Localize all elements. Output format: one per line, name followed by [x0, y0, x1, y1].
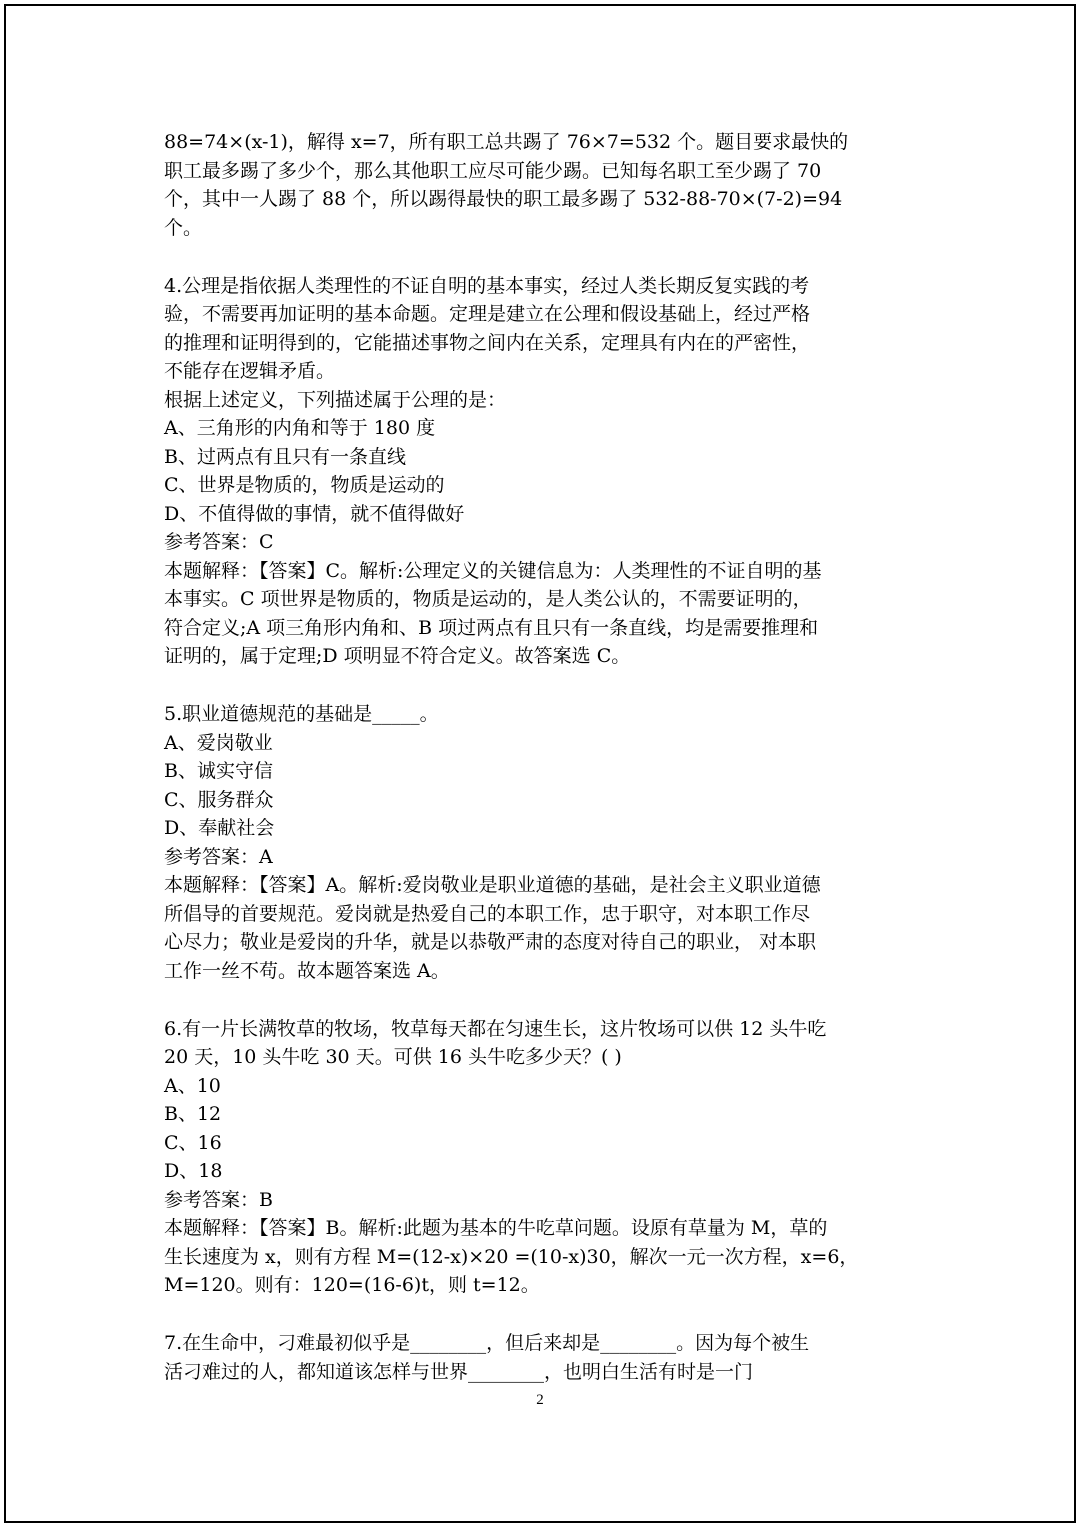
text-line: 参考答案：A	[164, 845, 273, 868]
text-line: 个，其中一人踢了 88 个，所以踢得最快的职工最多踢了 532-88-70×(7-2)=94	[164, 188, 843, 210]
text-line: 生长速度为 x，则有方程 M=(12-x)×20 =(10-x)30，解次一元一次方程，x=6，	[164, 1245, 859, 1268]
text-line: B、过两点有且只有一条直线	[164, 445, 406, 468]
text-line: 20 天，10 头牛吃 30 天。可供 16 头牛吃多少天？( )	[164, 1046, 622, 1068]
question-block-q3-tail	[164, 128, 920, 242]
text-line: 根据上述定义，下列描述属于公理的是：	[164, 388, 507, 411]
document-body	[164, 128, 920, 1386]
text-line: 本题解释：【答案】B。解析:此题为基本的牛吃草问题。设原有草量为 M，草的	[164, 1217, 828, 1239]
text-line: 工作一丝不苟。故本题答案选 A。	[164, 959, 450, 982]
text-line: 活刁难过的人，都知道该怎样与世界________，也明白生活有时是一门	[164, 1360, 754, 1383]
page-number: 2	[536, 1392, 544, 1408]
paragraph-gap	[164, 985, 920, 1015]
text-line: 的推理和证明得到的，它能描述事物之间内在关系，定理具有内在的严密性，	[164, 331, 811, 354]
question-block-q4	[164, 272, 920, 671]
text-line: 本题解释：【答案】A。解析:爱岗敬业是职业道德的基础，是社会主义职业道德	[164, 874, 821, 896]
text-line: A、10	[164, 1074, 221, 1097]
text-line: D、不值得做的事情，就不值得做好	[164, 502, 465, 525]
text-line: 参考答案：B	[164, 1188, 273, 1211]
text-line: B、诚实守信	[164, 760, 273, 782]
text-line: A、三角形的内角和等于 180 度	[164, 417, 436, 439]
text-line: M=120。则有：120=(16-6)t，则 t=12。	[164, 1274, 540, 1296]
text-line: 符合定义;A 项三角形内角和、B 项过两点有且只有一条直线，均是需要推理和	[164, 616, 819, 639]
text-line: C、服务群众	[164, 788, 274, 811]
paragraph-gap	[164, 1300, 920, 1330]
text-line: 88=74×(x-1)，解得 x=7，所有职工总共踢了 76×7=532 个。题目要求最快的	[164, 131, 849, 153]
question-block-q6	[164, 1015, 920, 1300]
paragraph-gap	[164, 671, 920, 701]
text-line: 5.职业道德规范的基础是_____。	[164, 703, 439, 725]
text-line: 7.在生命中，刁难最初似乎是________，但后来却是________。因为每个被生	[164, 1332, 810, 1354]
question-block-q7	[164, 1329, 920, 1386]
text-line: D、奉献社会	[164, 817, 275, 839]
text-line: 验，不需要再加证明的基本命题。定理是建立在公理和假设基础上，经过严格	[164, 303, 811, 325]
text-line: D、18	[164, 1160, 223, 1182]
text-line: 证明的，属于定理;D 项明显不符合定义。故答案选 C。	[164, 645, 631, 667]
text-line: C、世界是物质的，物质是运动的	[164, 474, 445, 496]
text-line: 本事实。C 项世界是物质的，物质是运动的，是人类公认的，不需要证明的，	[164, 588, 812, 610]
question-block-q5	[164, 700, 920, 985]
text-line: 本题解释：【答案】C。解析:公理定义的关键信息为：人类理性的不证自明的基	[164, 559, 822, 582]
text-line: 4.公理是指依据人类理性的不证自明的基本事实，经过人类长期反复实践的考	[164, 274, 810, 297]
text-line: 职工最多踢了多少个，那么其他职工应尽可能少踢。已知每名职工至少踢了 70	[164, 159, 822, 182]
text-line: 不能存在逻辑矛盾。	[164, 360, 336, 382]
text-line: A、爱岗敬业	[164, 731, 273, 754]
text-line: 所倡导的首要规范。爱岗就是热爱自己的本职工作，忠于职守，对本职工作尽	[164, 902, 811, 925]
text-line: 6.有一片长满牧草的牧场，牧草每天都在匀速生长，这片牧场可以供 12 头牛吃	[164, 1017, 827, 1040]
text-line: 个。	[164, 216, 203, 239]
text-line: C、16	[164, 1131, 222, 1154]
paragraph-gap	[164, 242, 920, 272]
text-line: B、12	[164, 1103, 222, 1125]
text-line: 心尽力；敬业是爱岗的升华，就是以恭敬严肃的态度对待自己的职业， 对本职	[164, 931, 817, 953]
text-line: 参考答案：C	[164, 531, 274, 553]
